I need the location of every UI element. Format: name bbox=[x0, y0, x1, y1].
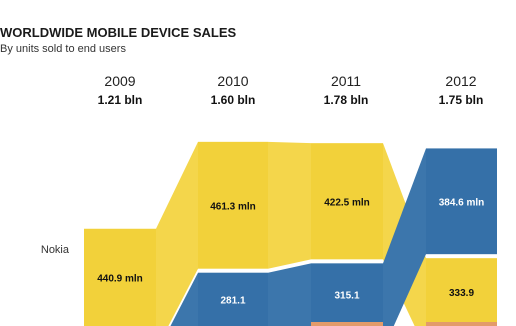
year-label-2011: 2011 bbox=[330, 73, 362, 89]
other-bar-2011 bbox=[311, 322, 383, 326]
nokia-value-label-2009: 440.9 mln bbox=[97, 273, 143, 285]
samsung-value-label-2012: 384.6 mln bbox=[438, 197, 485, 209]
row-label-nokia: Nokia bbox=[40, 244, 69, 256]
total-label-2010: 1.60 bln bbox=[210, 93, 256, 107]
samsung-flow-band bbox=[268, 263, 311, 326]
nokia-flow-band bbox=[268, 142, 311, 269]
total-label-2011: 1.78 bln bbox=[323, 93, 369, 107]
nokia-value-label-2010: 461.3 mln bbox=[210, 201, 256, 213]
chart-subtitle: By units sold to end users bbox=[0, 43, 126, 55]
year-label-2009: 2009 bbox=[104, 73, 136, 89]
nokia-value-label-2011: 422.5 mln bbox=[324, 197, 370, 209]
year-label-2012: 2012 bbox=[445, 73, 477, 89]
chart-title: WORLDWIDE MOBILE DEVICE SALES bbox=[0, 25, 237, 40]
total-label-2009: 1.21 bln bbox=[97, 93, 143, 107]
flow-bands bbox=[156, 142, 426, 326]
total-label-2012: 1.75 bln bbox=[438, 93, 484, 107]
year-label-2010: 2010 bbox=[217, 73, 249, 89]
nokia-value-label-2012: 333.9 bbox=[448, 288, 475, 300]
other-bar-2012 bbox=[426, 322, 497, 326]
samsung-value-label-2011: 315.1 bbox=[334, 290, 360, 302]
samsung-value-label-2010: 281.1 bbox=[220, 295, 246, 307]
